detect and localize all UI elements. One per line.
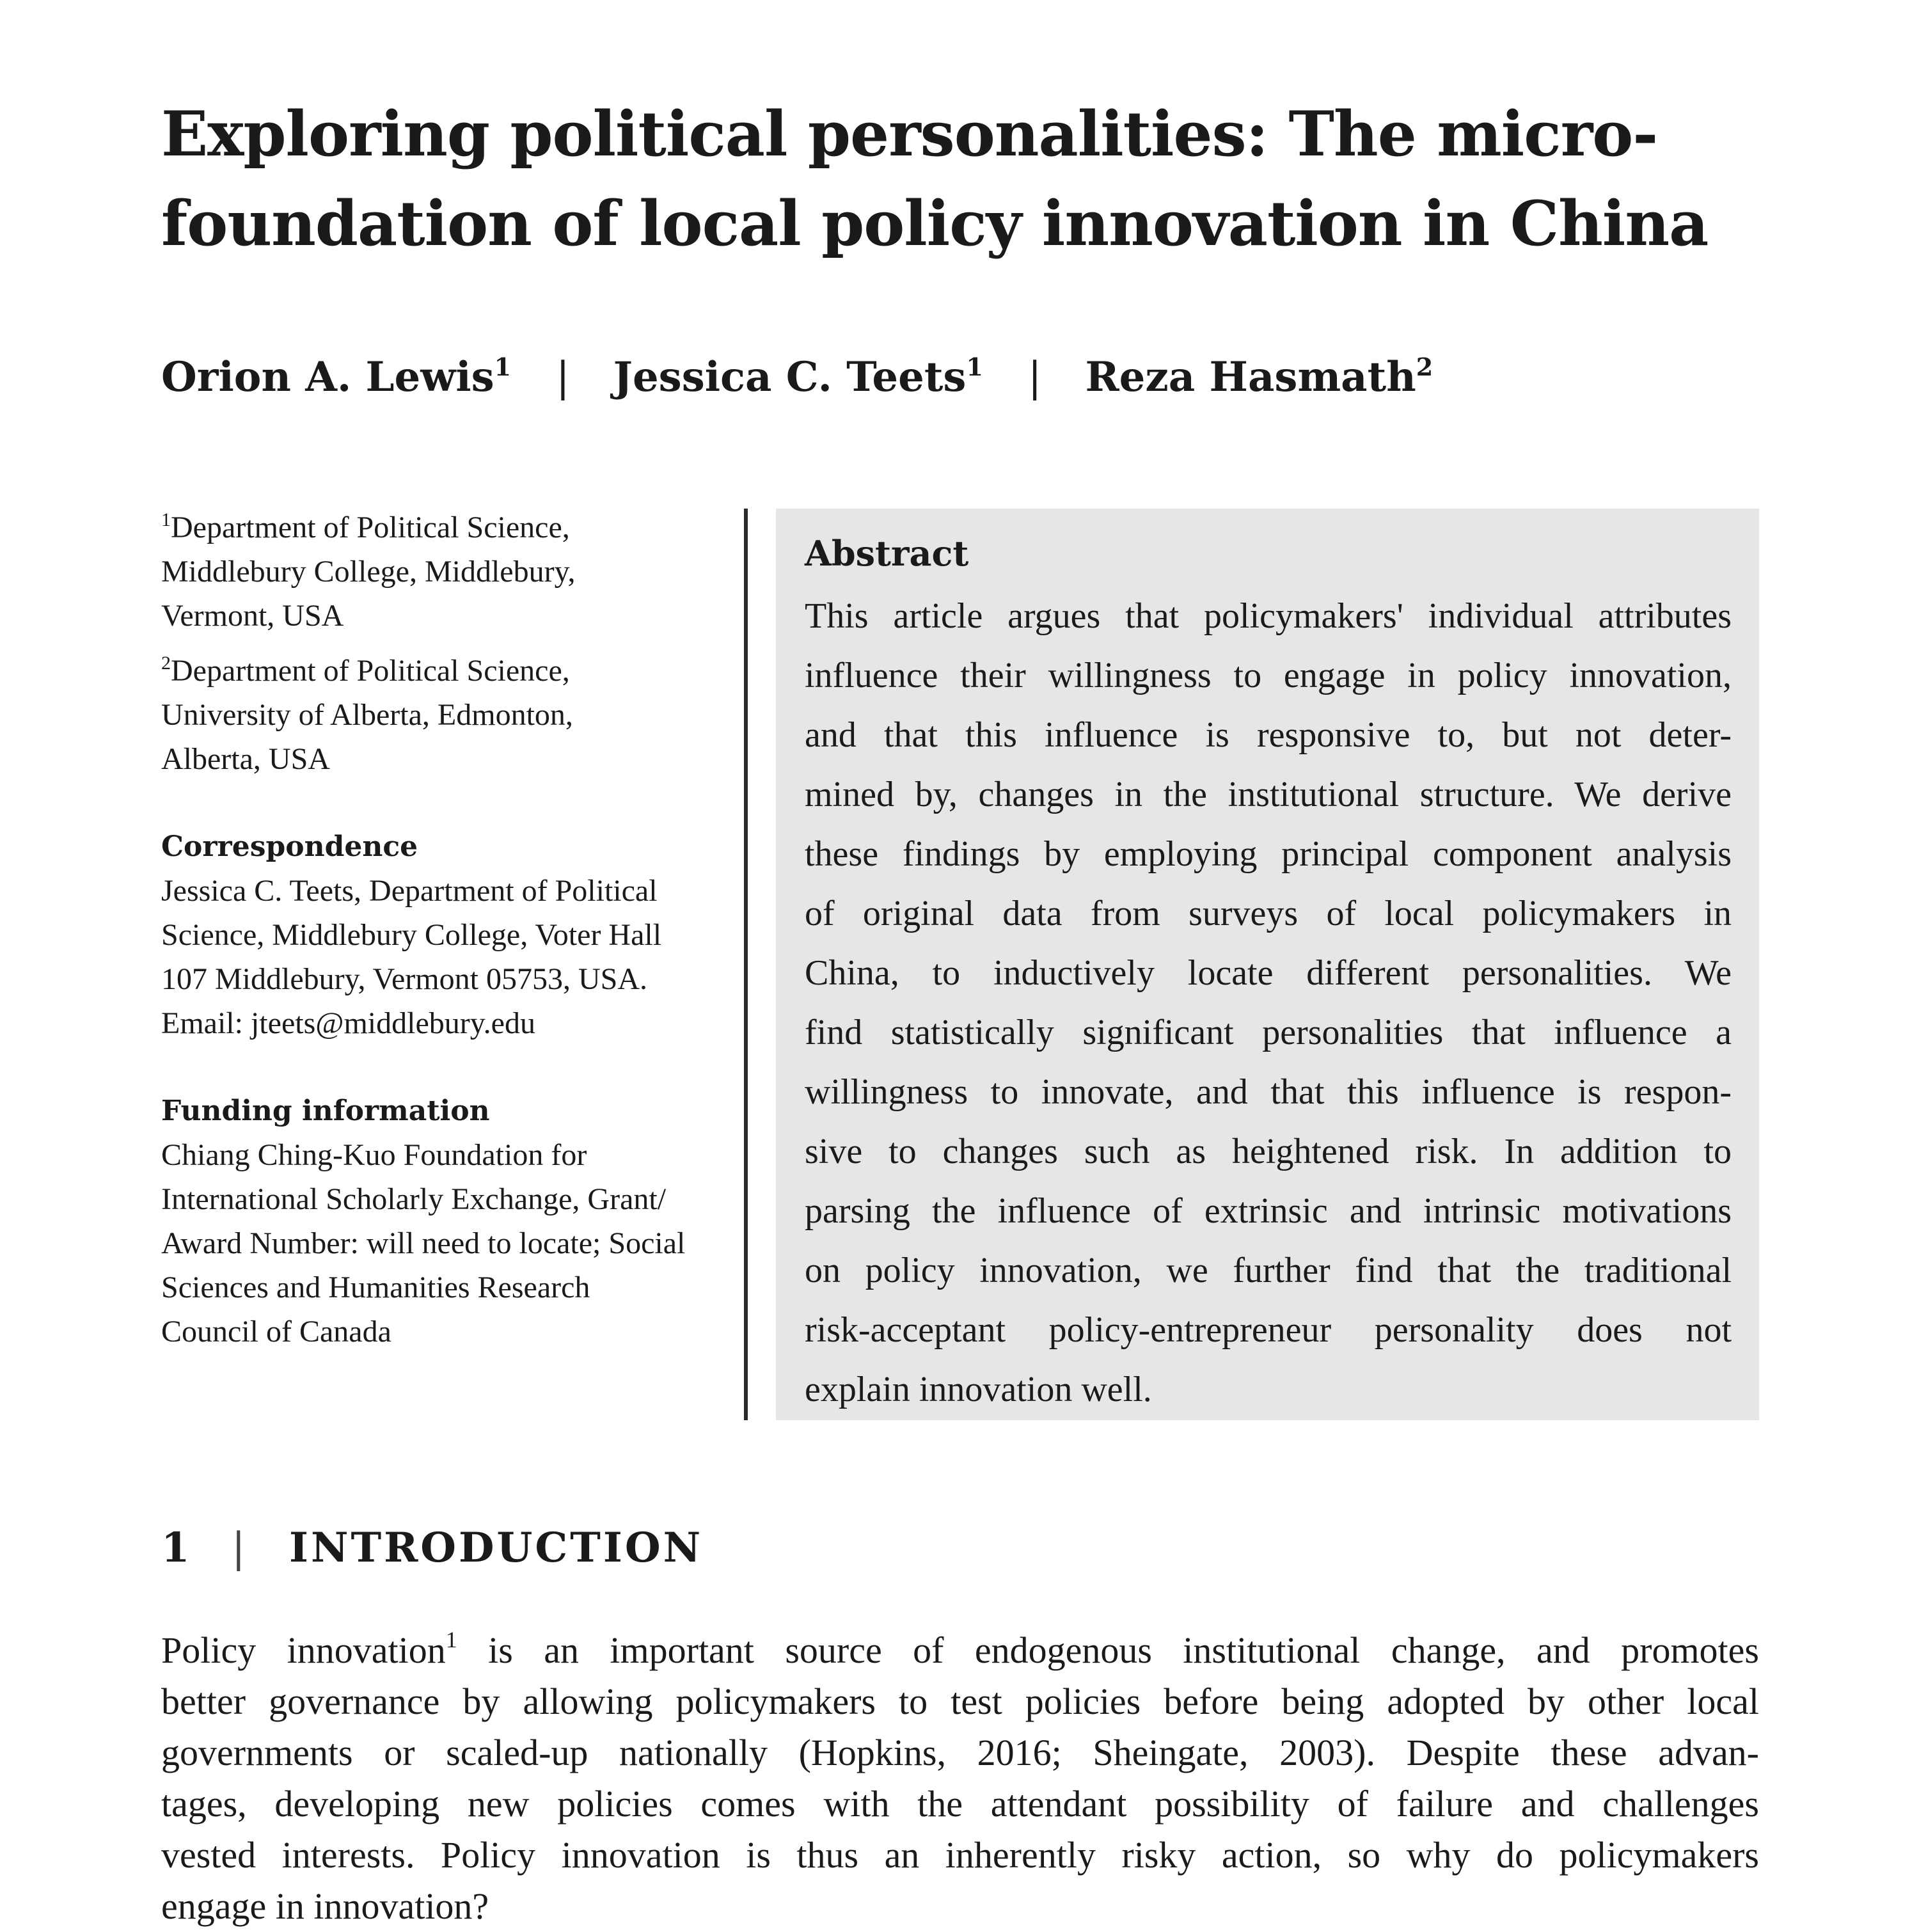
funding-line: Council of Canada [161, 1315, 391, 1349]
paper-title [161, 90, 1799, 269]
correspondence-line: Jessica C. Teets, Department of Political [161, 874, 658, 908]
affiliation-marker: 2 [161, 653, 171, 674]
author-name: Reza Hasmath [1085, 353, 1416, 401]
section-heading-introduction [161, 1519, 1057, 1577]
affiliation-line: Middlebury College, Middlebury, [161, 555, 576, 589]
abstract-line: parsing the influence of extrinsic and intrinsic motivations [805, 1191, 1732, 1231]
section-separator: | [232, 1524, 248, 1572]
sidebar-divider [744, 509, 748, 1420]
author-separator: | [556, 354, 570, 401]
body-line: engage in innovation? [161, 1885, 489, 1927]
correspondence-line: 107 Middlebury, Vermont 05753, USA. [161, 962, 647, 996]
title-line: Exploring political personalities: The micro- [161, 98, 1658, 170]
author-list [161, 349, 1760, 406]
abstract-line: risk-acceptant policy-entrepreneur personality does not [805, 1310, 1732, 1350]
abstract-line: This article argues that policymakers' individual attributes [805, 596, 1732, 636]
affiliation-line: Department of Political Science, [171, 511, 570, 544]
affiliation-line: Department of Political Science, [171, 654, 570, 688]
abstract-line: explain innovation well. [805, 1370, 1152, 1409]
footnote-marker[interactable]: 1 [445, 1627, 457, 1652]
affiliation-marker: 1 [161, 509, 171, 530]
introduction-paragraph [161, 1625, 1759, 1932]
abstract-line: sive to changes such as heightened risk. In addition to [805, 1132, 1732, 1171]
author-name: Orion A. Lewis [161, 353, 494, 401]
correspondence-block [161, 825, 737, 1045]
title-line: foundation of local policy innovation in China [161, 187, 1709, 260]
body-line: tages, developing new policies comes with the attendant possibility of failure and challenges [161, 1783, 1759, 1825]
abstract-line: and that this influence is responsive to, but not deter- [805, 715, 1732, 755]
abstract-line: of original data from surveys of local policymakers in [805, 894, 1732, 933]
affiliation-line: Alberta, USA [161, 742, 330, 776]
author-separator: | [1027, 354, 1042, 401]
abstract-heading: Abstract [805, 533, 969, 574]
abstract-line: influence their willingness to engage in policy innovation, [805, 656, 1732, 695]
funding-line: International Scholarly Exchange, Grant/ [161, 1182, 667, 1216]
abstract-line: willingness to innovate, and that this influence is respon- [805, 1072, 1732, 1112]
correspondence-heading: Correspondence [161, 830, 418, 863]
author-affiliation-marker: 1 [494, 352, 512, 381]
correspondence-line: Science, Middlebury College, Voter Hall [161, 918, 662, 952]
funding-block [161, 1089, 737, 1354]
author-affiliation-marker: 1 [966, 352, 983, 381]
funding-heading: Funding information [161, 1095, 490, 1127]
funding-line: Award Number: will need to locate; Social [161, 1226, 686, 1260]
body-line: governments or scaled-up nationally (Hopkins, 2016; Sheingate, 2003). Despite these advan- [161, 1732, 1759, 1773]
abstract-box [776, 509, 1759, 1420]
body-line: vested interests. Policy innovation is thus an inherently risky action, so why do policymakers [161, 1834, 1759, 1876]
funding-line: Sciences and Humanities Research [161, 1271, 590, 1304]
abstract-line: find statistically significant personalities that influence a [805, 1013, 1732, 1052]
affiliation-2 [161, 649, 737, 781]
affiliation-line: Vermont, USA [161, 599, 344, 633]
abstract-line: China, to inductively locate different personalities. We [805, 953, 1732, 993]
affiliation-1 [161, 505, 737, 638]
author-affiliation-marker: 2 [1416, 352, 1433, 381]
abstract-line: on policy innovation, we further find that the traditional [805, 1251, 1732, 1290]
section-number: 1 [161, 1524, 193, 1572]
abstract-line: these findings by employing principal component analysis [805, 834, 1732, 874]
sidebar-info [161, 505, 737, 1354]
funding-line: Chiang Ching-Kuo Foundation for [161, 1138, 587, 1172]
author-name: Jessica C. Teets [613, 353, 967, 401]
affiliation-line: University of Alberta, Edmonton, [161, 698, 573, 732]
correspondence-email[interactable]: Email: jteets@middlebury.edu [161, 1006, 535, 1040]
body-line: Policy innovation$^1$ is an important source of endogenous institutional change, and promotes [161, 1627, 1759, 1671]
body-line: better governance by allowing policymakers to test policies before being adopted by other local [161, 1681, 1759, 1722]
section-title: INTRODUCTION [289, 1524, 704, 1572]
abstract-line: mined by, changes in the institutional structure. We derive [805, 775, 1732, 814]
